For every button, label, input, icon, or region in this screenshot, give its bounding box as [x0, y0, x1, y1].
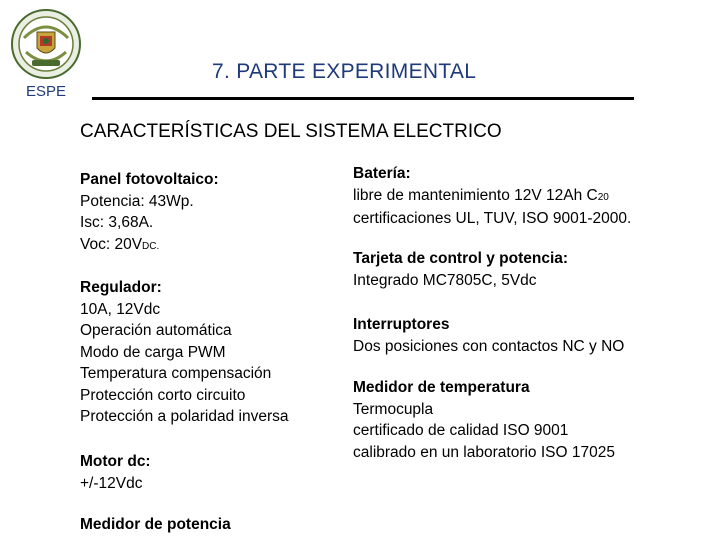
- bateria-line: [353, 185, 631, 209]
- tarjeta-label: Tarjeta de control y potencia:: [353, 250, 569, 267]
- motor-line: +/-12Vdc: [80, 474, 143, 492]
- medidor-temp-line: certificado de calidad ISO 9001: [353, 422, 569, 439]
- motor-block: [80, 451, 151, 494]
- medidor-temp-line: Termocupla: [353, 400, 434, 418]
- tarjeta-line: Integrado MC7805C, 5Vdc: [353, 271, 537, 289]
- page-title: 7. PARTE EXPERIMENTAL: [212, 60, 477, 83]
- bateria-subscript: 20: [597, 191, 609, 203]
- tarjeta-block: [353, 248, 568, 291]
- espe-logo: [10, 8, 82, 80]
- panel-label: Panel fotovoltaico:: [80, 171, 219, 188]
- regulador-line: Temperatura compensación: [80, 365, 272, 382]
- institution-label: ESPE: [26, 83, 67, 100]
- interruptores-label: Interruptores: [353, 316, 450, 333]
- interruptores-line: Dos posiciones con contactos NC y NO: [353, 337, 625, 355]
- panel-line: Isc: 3,68A.: [80, 214, 154, 231]
- regulador-line: 10A, 12Vdc: [80, 300, 161, 318]
- bateria-line: certificaciones UL, TUV, ISO 9001-2000.: [353, 210, 632, 227]
- regulador-line: Operación automática: [80, 322, 232, 339]
- voc-subscript: DC.: [142, 240, 160, 252]
- medidor-temp-line: calibrado en un laboratorio ISO 17025: [353, 443, 615, 461]
- regulador-block: [80, 277, 289, 428]
- bateria-capacity: libre de mantenimiento 12V 12Ah C: [353, 186, 598, 204]
- medidor-temp-label: Medidor de temperatura: [353, 379, 530, 396]
- bateria-block: [353, 163, 631, 230]
- panel-line: Potencia: 43Wp.: [80, 192, 194, 210]
- medidor-potencia-block: [80, 514, 231, 536]
- interruptores-block: [353, 314, 624, 357]
- regulador-line: Protección a polaridad inversa: [80, 408, 289, 425]
- title-divider: [92, 97, 634, 100]
- regulador-line: Modo de carga PWM: [80, 343, 226, 361]
- panel-voc-line: [80, 234, 219, 258]
- regulador-label: Regulador:: [80, 279, 162, 296]
- medidor-temp-block: [353, 377, 615, 463]
- regulador-line: Protección corto circuito: [80, 386, 246, 404]
- motor-label: Motor dc:: [80, 453, 151, 470]
- medidor-potencia-label: Medidor de potencia: [80, 516, 231, 533]
- panel-fotovoltaico-block: [80, 169, 219, 257]
- section-heading: CARACTERÍSTICAS DEL SISTEMA ELECTRICO: [80, 121, 502, 142]
- voc-value: Voc: 20V: [80, 235, 143, 253]
- bateria-label: Batería:: [353, 165, 411, 182]
